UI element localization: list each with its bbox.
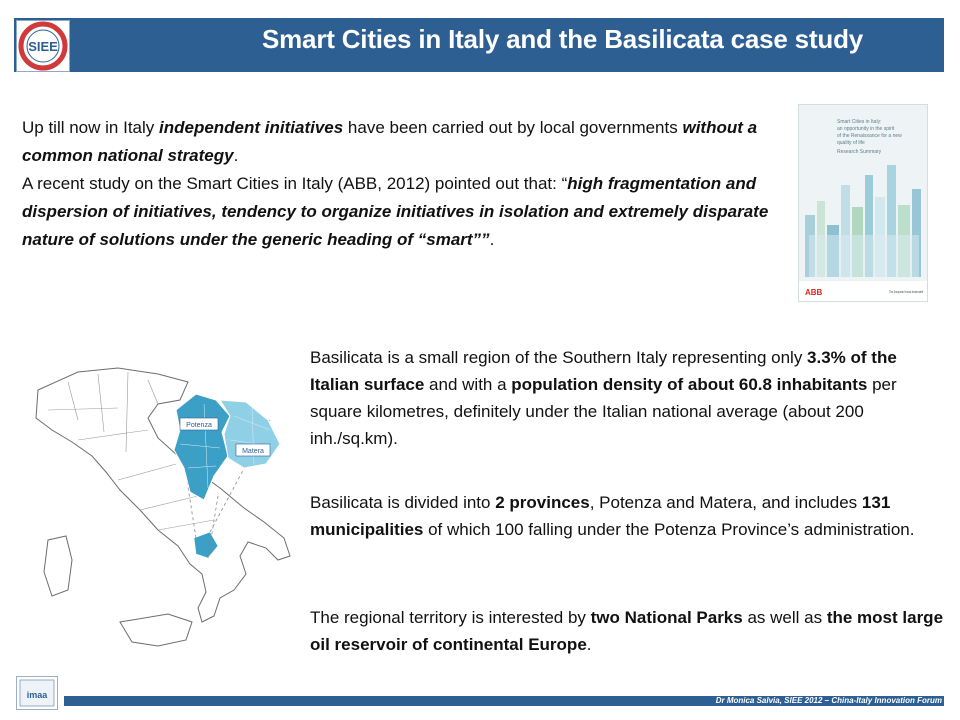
para2-t1: Basilicata is divided into [310,493,496,512]
intro-s3: . [233,146,239,165]
label-matera: Matera [242,448,264,455]
cover-subtitle: Research Summary [837,149,882,155]
para2-t3: of which 100 falling under the Potenza Province’s administration. [423,520,915,539]
intro-s2: have been carried out by local governments [343,118,683,137]
cover-line-4: quality of life [837,140,865,146]
paragraph-basilicata-overview [310,344,950,452]
intro-s1: Up till now in Italy [22,118,159,137]
footer-credit [716,696,942,706]
para3-b1: two National Parks [590,608,743,627]
sardinia-outline [44,536,72,596]
logo-text: SIEE [28,39,58,54]
matera-province [220,400,280,468]
report-cover-image [798,104,928,302]
siee-logo [16,20,70,72]
imaa-logo [16,676,58,710]
para2-t2: , Potenza and Matera, and includes [589,493,862,512]
abb-logo: ABB [805,288,823,297]
para3-t1: The regional territory is interested by [310,608,591,627]
intro-s1-emphasis: independent initiatives [159,118,344,137]
cover-line-1: Smart Cities in Italy: [837,119,882,125]
para2-b2: 131 municipalities [310,493,891,539]
intro-s5: . [489,230,495,249]
italy-map [8,360,294,660]
para3-t2: as well as [742,608,827,627]
intro-s2-emphasis: without a common national strategy [22,118,758,165]
para2-b1: 2 provinces [495,493,590,512]
sicily-outline [120,614,192,646]
para1-t1: Basilicata is a small region of the Southern Italy representing only [310,348,808,367]
cover-partner: The European House Ambrosetti [889,289,924,294]
para1-b1: 3.3% of the Italian surface [310,348,897,394]
label-potenza: Potenza [186,422,212,429]
page-title: Smart Cities in Italy and the Basilicata case study [262,24,864,54]
paragraph-provinces [310,489,950,543]
para1-t3: per square kilometres, definitely under the Italian national average (about 200 inh./sq.km). [310,375,897,448]
intro-text [22,114,782,254]
intro-s4: A recent study on the Smart Cities in Italy (ABB, 2012) pointed out that: “ [22,174,568,193]
para3-b2: the most large oil reservoir of continental Europe [310,608,944,654]
intro-s4-emphasis: high fragmentation and dispersion of initiatives, tendency to organize initiatives in isolation and extremely disparate nature of solutions under the generic heading of “smart”” [22,174,769,249]
footer-rest: , SIEE 2012 – China-Italy Innovation Forum [779,696,942,705]
paragraph-parks-oil [310,604,950,658]
imaa-logo-text: imaa [26,690,48,700]
para3-t3: . [586,635,592,654]
para1-t2: and with a [424,375,512,394]
cover-line-3: of the Renaissance for a new [837,133,902,139]
para1-b2: population density of about 60.8 inhabitants [511,375,868,394]
cover-line-2: an opportunity in the spirit [837,126,895,132]
footer-author: Dr Monica Salvia [715,696,780,705]
